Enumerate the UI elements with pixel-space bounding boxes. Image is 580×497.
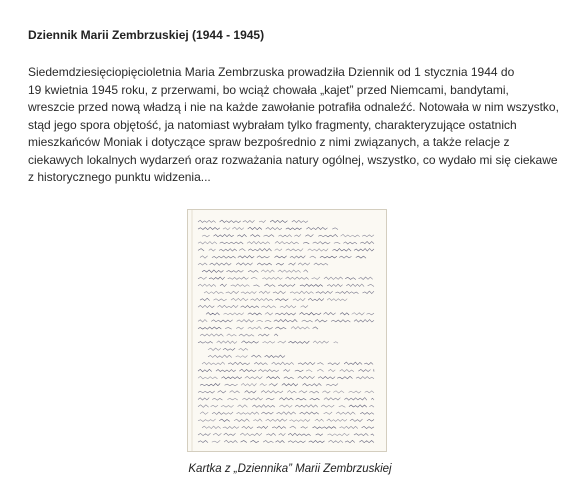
paragraph-line: ciekawych lokalnych wydarzeń oraz rozważania natury ogólnej, wszystko, co wydało mi się ciekawe <box>28 152 558 167</box>
paragraph-line: 19 kwietnia 1945 roku, z przerwami, bo wciąż chowała „kajet” przed Niemcami, bandytami, <box>28 82 509 97</box>
diary-page-image <box>187 209 387 452</box>
article-paragraph <box>28 64 573 187</box>
handwriting-scan <box>188 210 386 451</box>
figure-caption: Kartka z „Dziennika” Marii Zembrzuskiej <box>188 463 392 475</box>
paragraph-line: Siedemdziesięciopięcioletnia Maria Zembrzuska prowadziła Dziennik od 1 stycznia 1944 do <box>28 65 515 79</box>
paragraph-line: stąd jego spora objętość, ja natomiast wybrałam tylko fragmenty, charakteryzujące ostatnich <box>28 117 517 132</box>
paragraph-line: z historycznego punktu widzenia... <box>28 170 211 184</box>
paragraph-line: wreszcie przed nową władzą i nie na każde zawołanie potrafiła odnaleźć. Notowała w nim wszystko, <box>28 100 559 114</box>
paragraph-line: mieszkańców Moniak i dotyczące spraw bezpośrednio z nimi związanych, a także relacje z <box>28 135 510 149</box>
paper-background <box>188 210 386 451</box>
article-title: Dziennik Marii Zembrzuskiej (1944 - 1945) <box>28 28 265 42</box>
